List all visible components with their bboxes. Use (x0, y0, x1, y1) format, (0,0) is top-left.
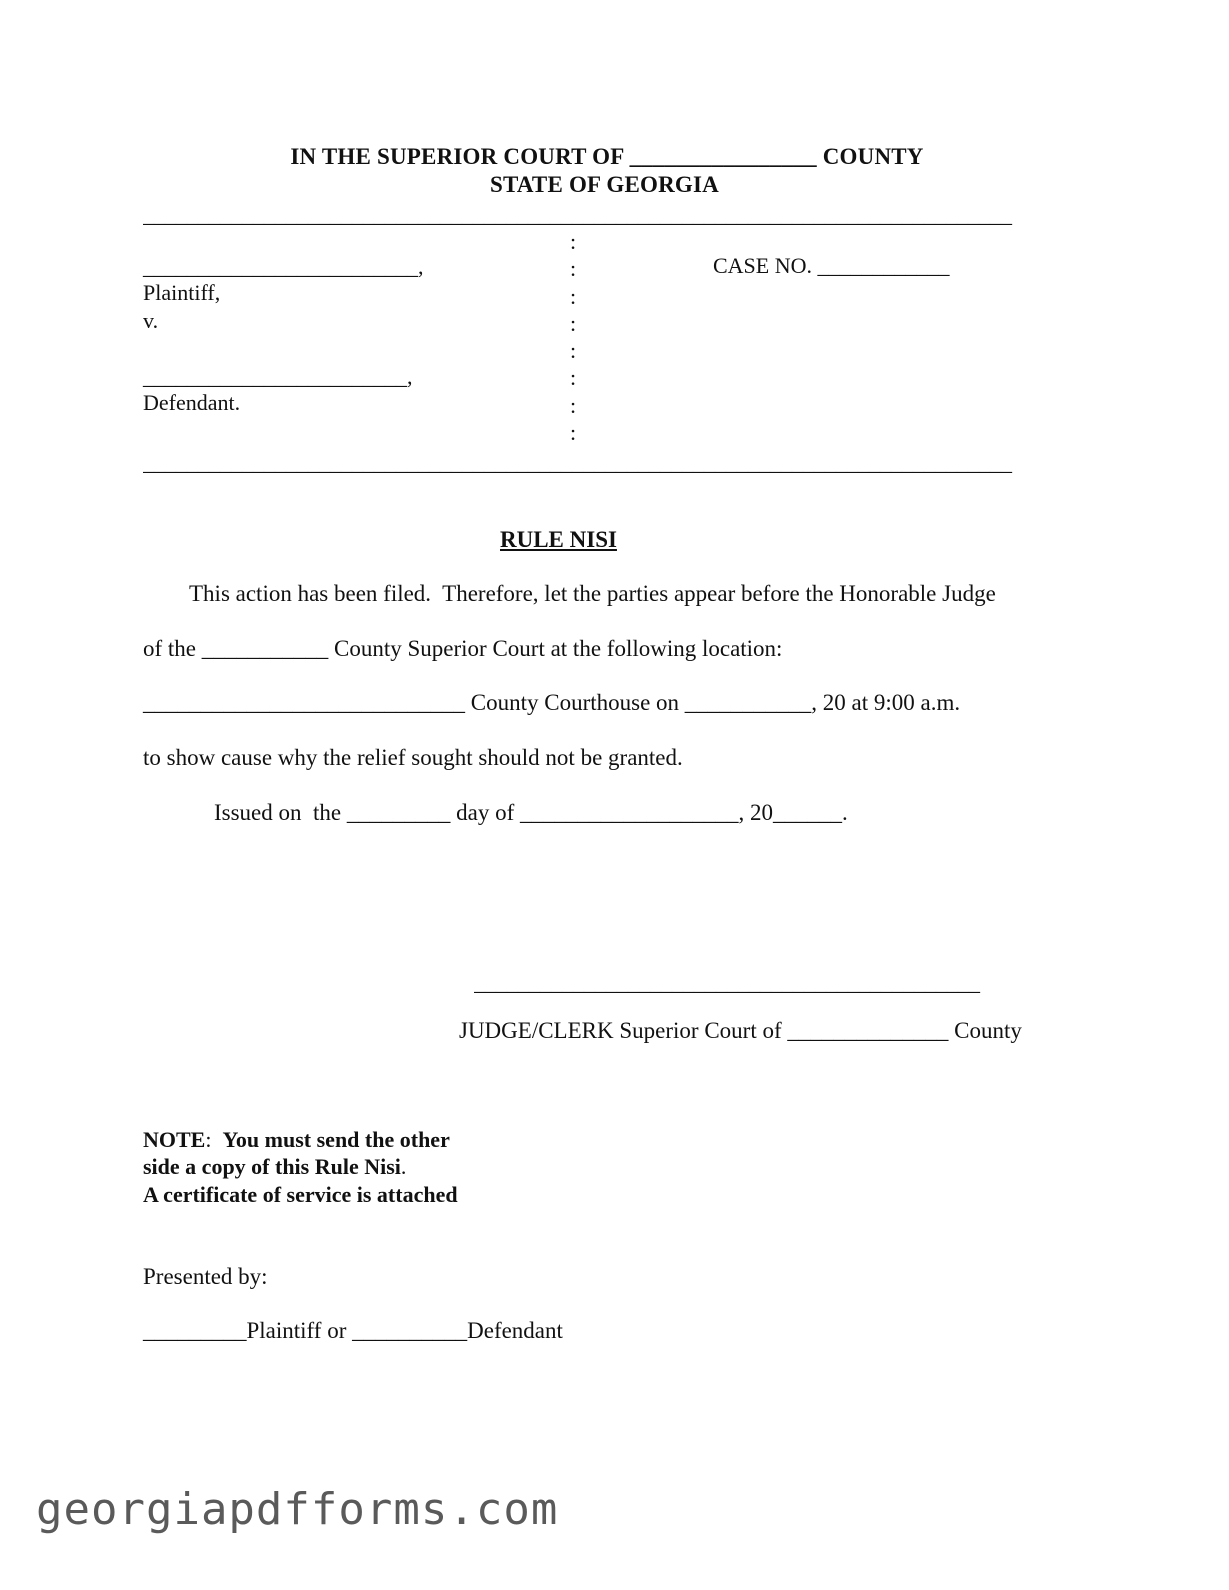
defendant-label: Defendant. (143, 390, 241, 415)
caption-colon-5: : (570, 365, 577, 390)
presented-by-label: Presented by: (143, 1264, 268, 1289)
note-period: . (400, 1154, 407, 1179)
body-paragraph-2[interactable]: of the ___________ County Superior Court at the following location: (143, 636, 783, 661)
note-line-3: A certificate of service is attached (143, 1182, 458, 1207)
signature-line[interactable]: ______________________________________________ (474, 972, 980, 994)
signature-caption: JUDGE/CLERK Superior Court of ______________ County (459, 1018, 1022, 1043)
caption-colon-4: : (570, 338, 577, 363)
plaintiff-name-field[interactable]: _________________________, (143, 254, 424, 279)
caption-bottom-rule: _______________________________________________________________________________ (143, 452, 1012, 474)
defendant-name-field[interactable]: ________________________, (143, 364, 413, 389)
body-paragraph-4: to show cause why the relief sought should not be granted. (143, 745, 683, 770)
caption-colon-3: : (570, 311, 577, 336)
note-line-1-text: You must send the other (222, 1127, 450, 1152)
court-heading: IN THE SUPERIOR COURT OF ________________ COUNTY (290, 144, 924, 169)
state-heading: STATE OF GEORGIA (490, 172, 719, 197)
presented-by-party-line[interactable]: _________Plaintiff or __________Defendant (143, 1318, 563, 1343)
body-paragraph-1: This action has been filed. Therefore, let the parties appear before the Honorable Judge (189, 581, 996, 606)
body-paragraph-3[interactable]: ____________________________ County Courthouse on ___________, 20 at 9:00 a.m. (143, 690, 961, 715)
plaintiff-label: Plaintiff, (143, 280, 221, 305)
note-line-1 (143, 1129, 450, 1151)
issued-date-line[interactable]: Issued on the _________ day of ___________________, 20______. (214, 800, 848, 825)
document-title: RULE NISI (500, 527, 617, 552)
caption-top-rule: _______________________________________________________________________________ (143, 204, 1012, 226)
note-colon: : (205, 1127, 223, 1152)
case-number-field[interactable]: CASE NO. ____________ (713, 253, 950, 278)
site-watermark: georgiapdfforms.com (36, 1484, 559, 1535)
note-label: NOTE (143, 1127, 206, 1152)
caption-colon-0: : (570, 229, 577, 254)
note-line-2-text: side a copy of this Rule Nisi (143, 1154, 401, 1179)
caption-colon-1: : (570, 256, 577, 281)
caption-colon-6: : (570, 393, 577, 418)
caption-colon-2: : (570, 284, 577, 309)
caption-colon-7: : (570, 420, 577, 445)
versus-label: v. (143, 308, 159, 333)
note-line-2 (143, 1156, 406, 1178)
